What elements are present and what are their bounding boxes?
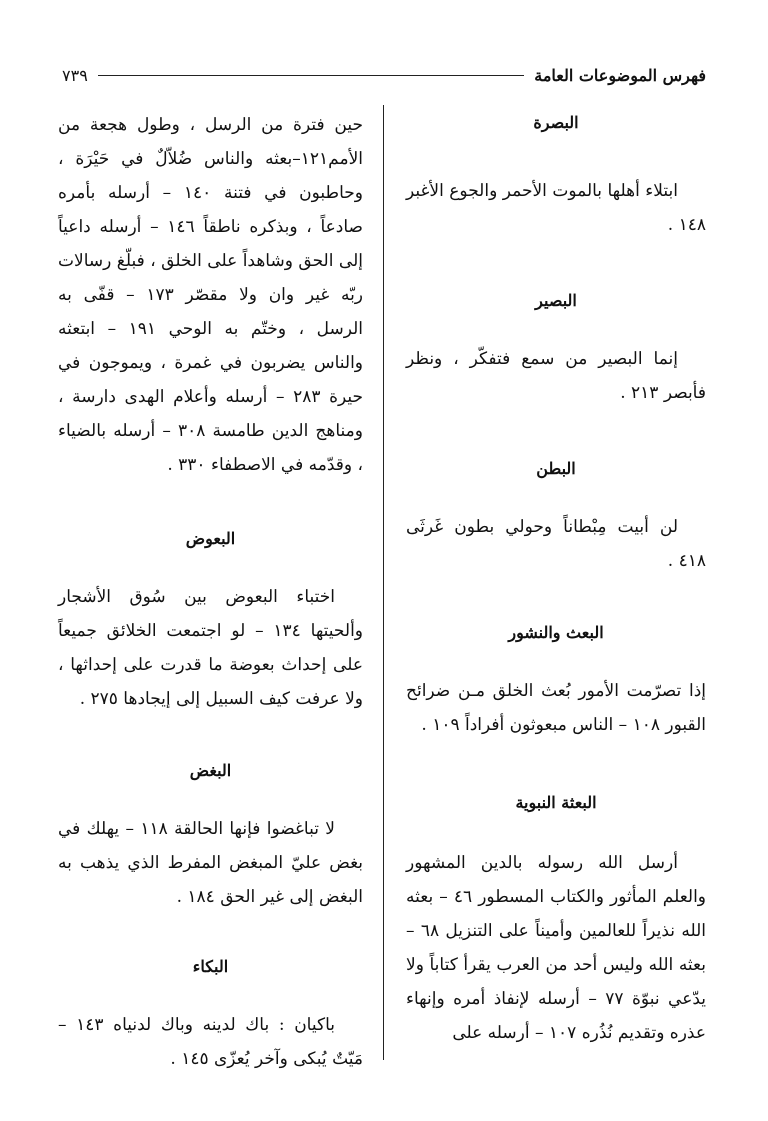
- entry-text-weeping: باكيان : باك لدينه وباك لدنياه ١٤٣ – مَيّتٌ يُبكى وآخر يُعزّى ١٤٥ .: [58, 1015, 363, 1069]
- entry-heading-mosquito: البعوض: [185, 529, 236, 548]
- entry-text-batn: لن أبيت مِبْطاناً وحولي بطون غَرثَى ٤١٨ .: [406, 517, 706, 571]
- entry-text-mosquito: اختباء البعوض بين سُوق الأشجار وألحيتها ١٣٤ – لو اجتمعت الخلائق جميعاً على إحداث بعوضة ما قدرت على إحداثها ، ولا عرفت كيف السبيل إلى إيجادها ٢٧٥ .: [58, 587, 364, 709]
- entry-heading-basir: البصير: [535, 291, 577, 310]
- entry-text-prophetic-mission: أرسل الله رسوله بالدين المشهور والعلم المأثور والكتاب المسطور ٤٦ – بعثه الله نذيراً للعالمين وأميناً على التنزيل ٦٨ – بعثه الله وليس أحد من العرب يقرأ كتاباً ولا يدّعي نبوّة ٧٧ – أرسله لإنفاذ أمره وإنهاء عذره وتقديم نُذُره ١٠٧ – أرسله على: [406, 853, 707, 1043]
- entry-heading-batn: البطن: [536, 459, 576, 478]
- entry-text-basra: ابتلاء أهلها بالموت الأحمر والجوع الأغبر ١٤٨ .: [406, 181, 706, 235]
- entry-text-resurrection: إذا تصرّمت الأمور بُعث الخلق مـن ضرائح القبور ١٠٨ – الناس مبعوثون أفراداً ١٠٩ .: [406, 681, 706, 735]
- entry-heading-weeping: البكاء: [192, 957, 229, 976]
- entry-heading-resurrection: البعث والنشور: [508, 623, 604, 642]
- running-head: [62, 62, 706, 88]
- column-divider: [383, 105, 384, 1060]
- header-rule: [98, 75, 524, 76]
- left-column: [58, 108, 363, 1076]
- entry-heading-prophetic-mission: البعثة النبوية: [515, 793, 597, 812]
- running-title: فهرس الموضوعات العامة: [534, 65, 706, 85]
- entry-text-basir: إنما البصير من سمع فتفكّر ، ونظر فأبصر ٢١٣ .: [406, 349, 706, 403]
- entry-text-hatred: لا تباغضوا فإنها الحالقة ١١٨ – يهلك في بغض عليّ المبغض المفرط الذي يذهب به البغض إلى غير الحق ١٨٤ .: [58, 819, 363, 907]
- right-column: [406, 108, 706, 1050]
- entry-heading-hatred: البغض: [189, 761, 232, 780]
- entry-heading-basra: البصرة: [533, 113, 579, 132]
- continuation-text: حين فترة من الرسل ، وطول هجعة من الأمم١٢١–بعثه والناس ضُلاّلٌ في حَيْرَة ، وحاطبون في فتنة ١٤٠ – أرسله بأمره صادعاً ، وبذكره ناطقاً ١٤٦ – أرسله داعياً إلى الحق وشاهداً على الخلق ، فبلّغ رسالات ربّه غير وان ولا مقصّر ١٧٣ – قفّى به الرسل ، وختّم به الوحي ١٩١ – ابتعثه والناس يضربون في غمرة ، ويموجون في حيرة ٢٨٣ – أرسله وأعلام الهدى دارسة ، ومناهج الدين طامسة ٣٠٨ – أرسله بالضياء ، وقدّمه في الاصطفاء ٣٣٠ .: [58, 115, 364, 475]
- page-number: ٧٣٩: [62, 65, 88, 85]
